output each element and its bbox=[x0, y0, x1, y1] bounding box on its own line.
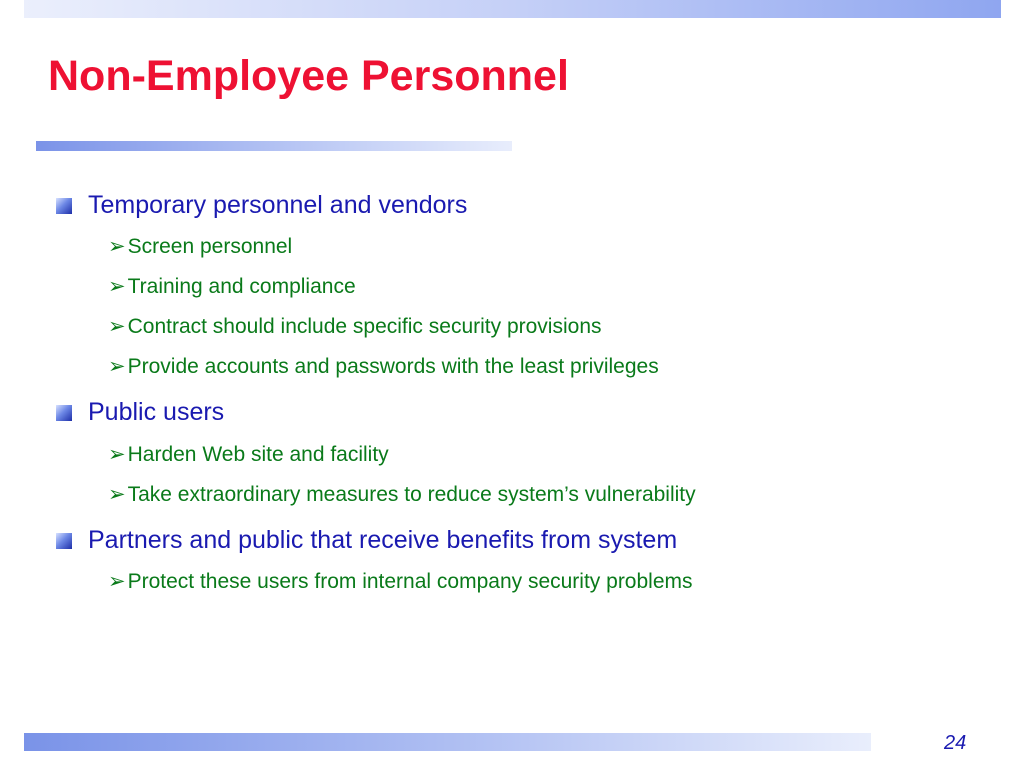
square-bullet-icon bbox=[56, 198, 72, 214]
sub-bullet-text: Harden Web site and facility bbox=[127, 443, 389, 466]
sub-bullet-text: Protect these users from internal company security problems bbox=[127, 570, 693, 593]
bullet-text: Partners and public that receive benefits from system bbox=[88, 526, 678, 554]
arrow-bullet-icon: ➢ bbox=[108, 355, 126, 378]
slide-title: Non-Employee Personnel bbox=[48, 52, 569, 100]
bullet-item bbox=[88, 398, 224, 427]
sub-bullet-text: Take extraordinary measures to reduce system’s vulnerability bbox=[127, 483, 696, 506]
sub-bullet-item bbox=[108, 482, 696, 507]
square-bullet-icon bbox=[56, 405, 72, 421]
sub-bullet-item bbox=[108, 354, 659, 379]
sub-bullet-text: Provide accounts and passwords with the least privileges bbox=[127, 355, 659, 378]
arrow-bullet-icon: ➢ bbox=[108, 235, 126, 258]
top-accent-bar bbox=[24, 0, 1001, 18]
title-underline bbox=[36, 141, 512, 151]
square-bullet-icon bbox=[56, 533, 72, 549]
sub-bullet-item bbox=[108, 234, 292, 259]
arrow-bullet-icon: ➢ bbox=[108, 443, 126, 466]
sub-bullet-text: Training and compliance bbox=[127, 275, 356, 298]
arrow-bullet-icon: ➢ bbox=[108, 275, 126, 298]
arrow-bullet-icon: ➢ bbox=[108, 570, 126, 593]
sub-bullet-item bbox=[108, 274, 356, 299]
sub-bullet-item bbox=[108, 442, 389, 467]
page-number: 24 bbox=[944, 732, 967, 754]
sub-bullet-item bbox=[108, 569, 693, 594]
sub-bullet-text: Screen personnel bbox=[127, 235, 293, 258]
bullet-text: Temporary personnel and vendors bbox=[88, 191, 468, 219]
bullet-item bbox=[88, 526, 677, 555]
arrow-bullet-icon: ➢ bbox=[108, 483, 126, 506]
sub-bullet-text: Contract should include specific security provisions bbox=[127, 315, 602, 338]
bottom-accent-bar bbox=[24, 733, 871, 751]
sub-bullet-item bbox=[108, 314, 602, 339]
bullet-item bbox=[88, 191, 467, 220]
bullet-text: Public users bbox=[88, 398, 225, 426]
arrow-bullet-icon: ➢ bbox=[108, 315, 126, 338]
